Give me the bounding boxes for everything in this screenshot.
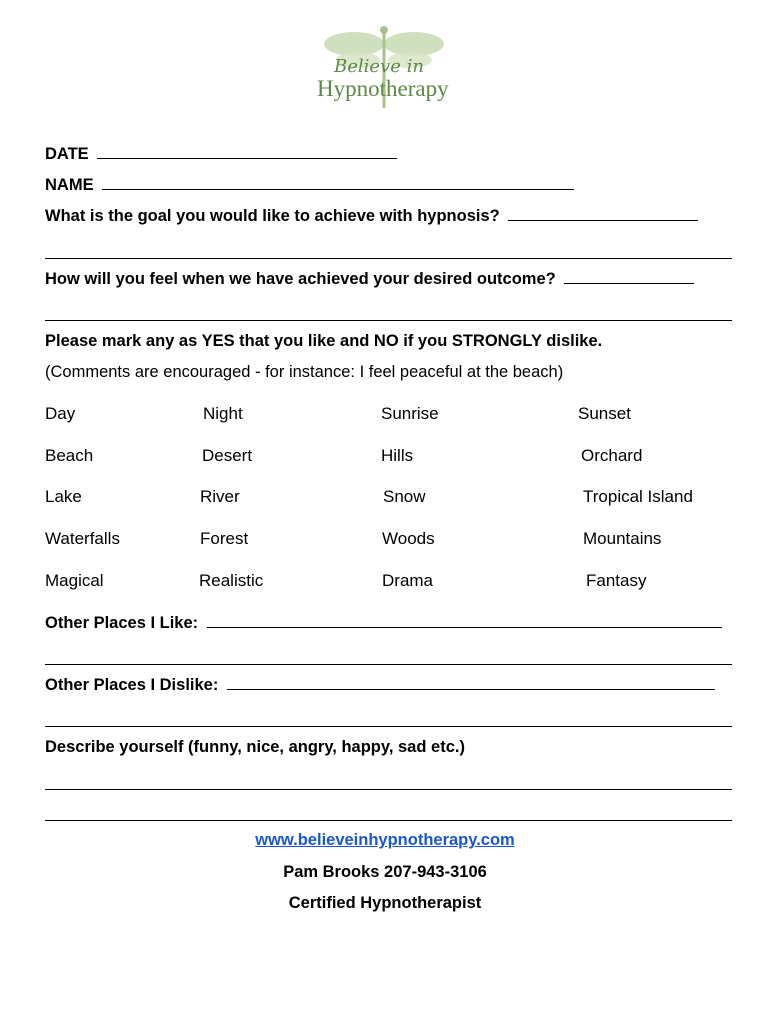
logo: [312, 4, 456, 138]
name-field[interactable]: [102, 175, 574, 190]
website-link-wrap: [0, 831, 770, 850]
feel-line: [45, 269, 732, 289]
option-hills[interactable]: Hills: [381, 446, 414, 465]
instruction: Please mark any as YES that you like and NO if you STRONGLY dislike.: [45, 332, 603, 350]
date-line: [45, 144, 732, 164]
option-snow[interactable]: Snow: [383, 487, 426, 506]
option-drama[interactable]: Drama: [382, 571, 434, 590]
feel-field[interactable]: [564, 269, 694, 284]
name-line: [45, 175, 732, 195]
goal-question: What is the goal you would like to achieve with hypnosis?: [45, 207, 500, 225]
certification-title: Certified Hypnotherapist: [288, 894, 482, 912]
other-like-line: [45, 613, 732, 633]
contact-info: Pam Brooks 207-943-3106: [283, 863, 487, 881]
feel-field-line2[interactable]: [45, 320, 732, 321]
option-magical[interactable]: Magical: [45, 571, 104, 590]
describe-field-line1[interactable]: [45, 789, 732, 790]
describe-label: Describe yourself (funny, nice, angry, happy, sad etc.): [45, 738, 465, 756]
option-river[interactable]: River: [200, 487, 240, 506]
other-like-label: Other Places I Like:: [45, 614, 199, 632]
logo-line1: Believe in: [334, 56, 424, 77]
option-woods[interactable]: Woods: [382, 529, 435, 548]
other-dislike-label: Other Places I Dislike:: [45, 676, 219, 694]
comment-note: (Comments are encouraged - for instance: I feel peaceful at the beach): [45, 363, 564, 381]
option-fantasy[interactable]: Fantasy: [586, 571, 647, 590]
option-night[interactable]: Night: [203, 404, 243, 423]
name-label: NAME: [45, 176, 94, 194]
other-dislike-field[interactable]: [227, 675, 715, 690]
other-dislike-field-line2[interactable]: [45, 726, 732, 727]
goal-line: [45, 206, 732, 226]
option-lake[interactable]: Lake: [45, 487, 82, 506]
date-label: DATE: [45, 145, 89, 163]
date-field[interactable]: [97, 144, 397, 159]
logo-line2: Hypnotherapy: [317, 76, 449, 101]
feel-question: How will you feel when we have achieved your desired outcome?: [45, 270, 556, 288]
other-like-field[interactable]: [207, 613, 722, 628]
other-like-field-line2[interactable]: [45, 664, 732, 665]
goal-field-line2[interactable]: [45, 258, 732, 259]
describe-field-line2[interactable]: [45, 820, 732, 821]
option-waterfalls[interactable]: Waterfalls: [45, 529, 120, 548]
option-forest[interactable]: Forest: [200, 529, 249, 548]
option-mountains[interactable]: Mountains: [583, 529, 662, 548]
option-beach[interactable]: Beach: [45, 446, 94, 465]
goal-field[interactable]: [508, 206, 698, 221]
option-day[interactable]: Day: [45, 404, 76, 423]
website-link[interactable]: www.believeinhypnotherapy.com: [255, 831, 515, 849]
option-sunrise[interactable]: Sunrise: [381, 404, 439, 423]
option-desert[interactable]: Desert: [202, 446, 253, 465]
other-dislike-line: [45, 675, 732, 695]
option-orchard[interactable]: Orchard: [581, 446, 643, 465]
option-tropical-island[interactable]: Tropical Island: [583, 487, 693, 506]
option-sunset[interactable]: Sunset: [578, 404, 631, 423]
option-realistic[interactable]: Realistic: [199, 571, 264, 590]
